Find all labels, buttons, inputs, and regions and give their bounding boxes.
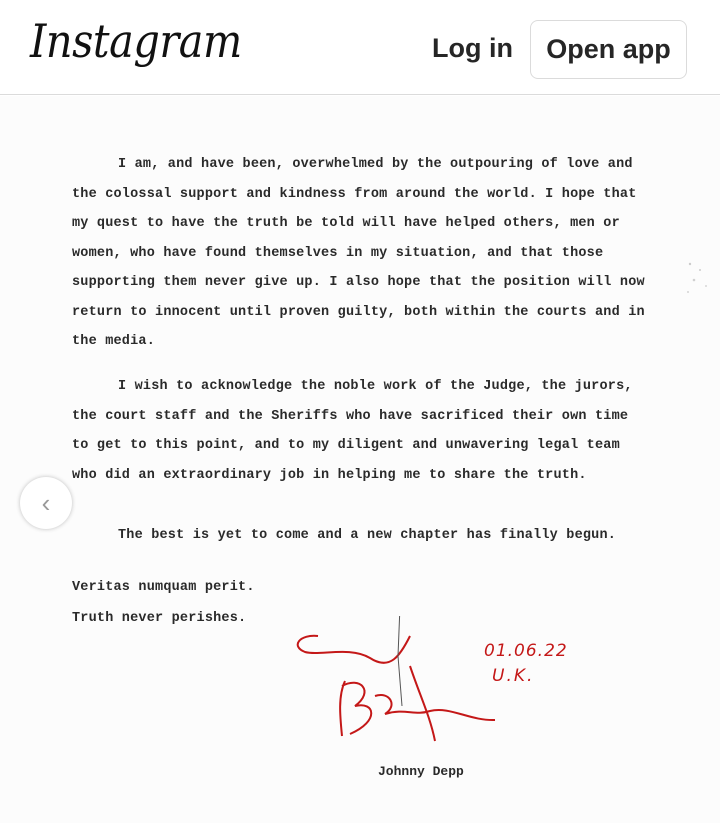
handwritten-date: 01.06.22 (484, 641, 568, 661)
letter-paragraph-2: I wish to acknowledge the noble work of the Judge, the jurors, the court staff and the Sheriffs who have sacrificed their own time to get to this point, and to my diligent and unwavering legal team who did an extraordinary job in helping me to share the truth. (72, 379, 641, 483)
letter-paragraph-3: The best is yet to come and a new chapter has finally begun. (118, 528, 617, 543)
letter-paragraph-1: I am, and have been, overwhelmed by the outpouring of love and the colossal support and kindness from around the world. I hope that my quest to have the truth be told will have helped others, men or women, who have found themselves in my situation, and that those supporting them never give up. I also hope that the position will now return to innocent until proven guilty, both within the courts and in the media. (72, 157, 654, 349)
latin-motto: Veritas numquam perit. (72, 580, 255, 595)
login-link[interactable]: Log in (432, 33, 513, 63)
post-image (0, 96, 720, 823)
paper-speckle (680, 256, 716, 306)
carousel-prev-button[interactable] (20, 477, 72, 529)
signature-scribble (280, 616, 520, 746)
chevron-left-icon: ‹ (41, 487, 51, 518)
instagram-logo[interactable]: Instagram (30, 14, 242, 68)
signature-name: Johnny Depp (378, 764, 464, 779)
handwritten-initials: U.K. (492, 666, 535, 686)
open-app-button[interactable]: Open app (530, 20, 687, 79)
english-motto: Truth never perishes. (72, 611, 247, 626)
top-bar (0, 0, 720, 95)
